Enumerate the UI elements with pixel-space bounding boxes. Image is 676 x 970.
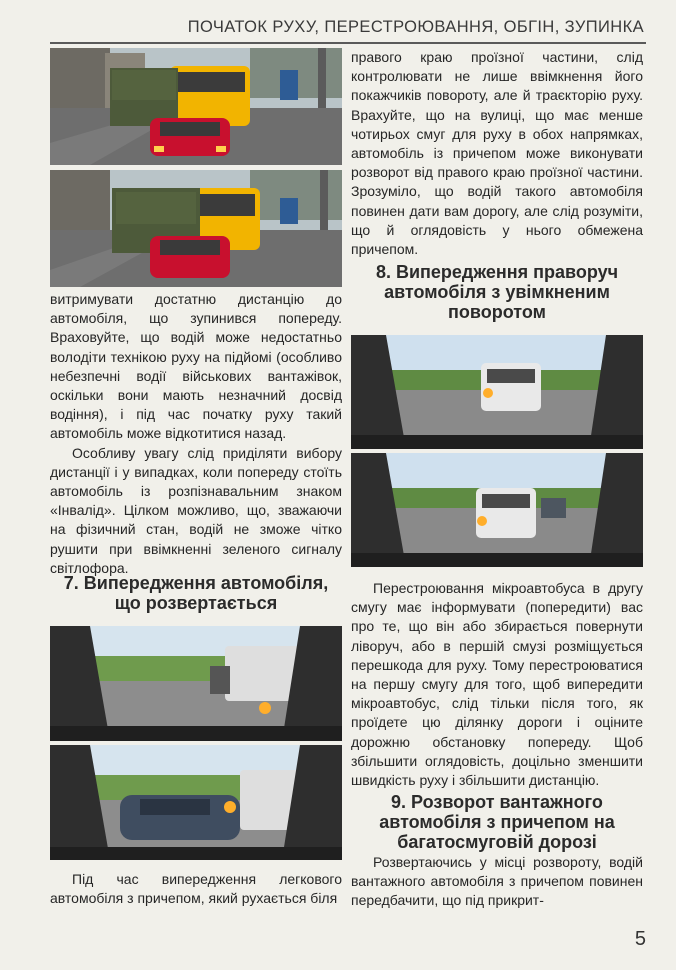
- page-header: [0, 0, 676, 44]
- right-paragraph-top: правого краю проїзної частини, слід контролювати не лише ввімкнення його покажчиків повороту, але й траєкторію руху. Врахуйте, що на вулиці, що має менше чотирьох смуг для руху в обох напрямках, автомобіль із причепом може виконувати розворот від правого краю проїзної частини. Зрозуміло, що водій такого автомобіля повинен дати вам дорогу, але слід розуміти, що й оглядовість у нього обмежена причепом.: [351, 49, 643, 258]
- caption-7: Під час випередження легкового автомобіля з причепом, який рухається біля: [50, 871, 342, 907]
- section-9-paragraph: Розвертаючись у місці розвороту, водій вантажного автомобіля з причепом повинен передбачити, що під прикрит-: [351, 854, 643, 909]
- header-rule: [50, 42, 646, 44]
- running-head: ПОЧАТОК РУХУ, ПЕРЕСТРОЮВАННЯ, ОБГІН, ЗУПИНКА: [187, 18, 644, 36]
- section-8-heading: 8. Випередження праворуч автомобіля з увімкненим поворотом: [375, 262, 619, 322]
- left-paragraph-2: Особливу увагу слід приділяти вибору дистанції і у випадках, коли попереду стоїть автомобіль із розпізнавальним знаком «Інвалід». Цілком можливо, що, зважаючи на фізичний стан, водій не зможе чітко рушити при ввімкненні зеленого сигналу світлофора.: [50, 444, 342, 576]
- page-number: 5: [634, 928, 646, 950]
- photo-truck-bus-red-car-1: [50, 48, 342, 165]
- section-7-heading: 7. Випередження автомобіля, що розвертається: [63, 573, 329, 613]
- photo-car-with-trailer-2: [50, 745, 342, 860]
- photo-minibus-turning-2: [351, 453, 643, 567]
- photo-minibus-turning-1: [351, 335, 643, 449]
- section-9-text-block: [351, 853, 643, 911]
- photo-truck-bus-red-car-2: [50, 170, 342, 287]
- left-text-block: [50, 290, 342, 578]
- caption-7-block: [50, 870, 342, 908]
- photo-car-with-trailer-1: [50, 626, 342, 741]
- left-paragraph-1: витримувати достатню дистанцію до автомобіля, що зупинився попереду. Враховуйте, що водій може недостатньо володіти технікою руху на підйомі (особливо небезпечні водії військових вантажівок, оскільки вони мають незначний досвід водіння), і під час початку руху такий автомобіль може відкотитися назад.: [50, 291, 342, 442]
- right-top-text-block: [351, 48, 643, 259]
- section-9-heading: 9. Розворот вантажного автомобіля з причепом на багатосмуговій дорозі: [379, 792, 615, 852]
- section-8-text-block: [351, 579, 643, 790]
- section-8-paragraph: Перестроювання мікроавтобуса в другу смугу має інформувати (попередити) вас про те, що він або збирається повернути ліворуч, або в першій смузі розміщується перешкода для руху. Тому перестроюватися на першу смугу для того, щоб випередити мікроавтобус, слід тільки після того, як проїдете цю ділянку дороги і оціните дорожню обстановку попереду. Щоб збільшити оглядовість, доцільно зменшити швидкість руху і збільшити дистанцію.: [351, 580, 643, 789]
